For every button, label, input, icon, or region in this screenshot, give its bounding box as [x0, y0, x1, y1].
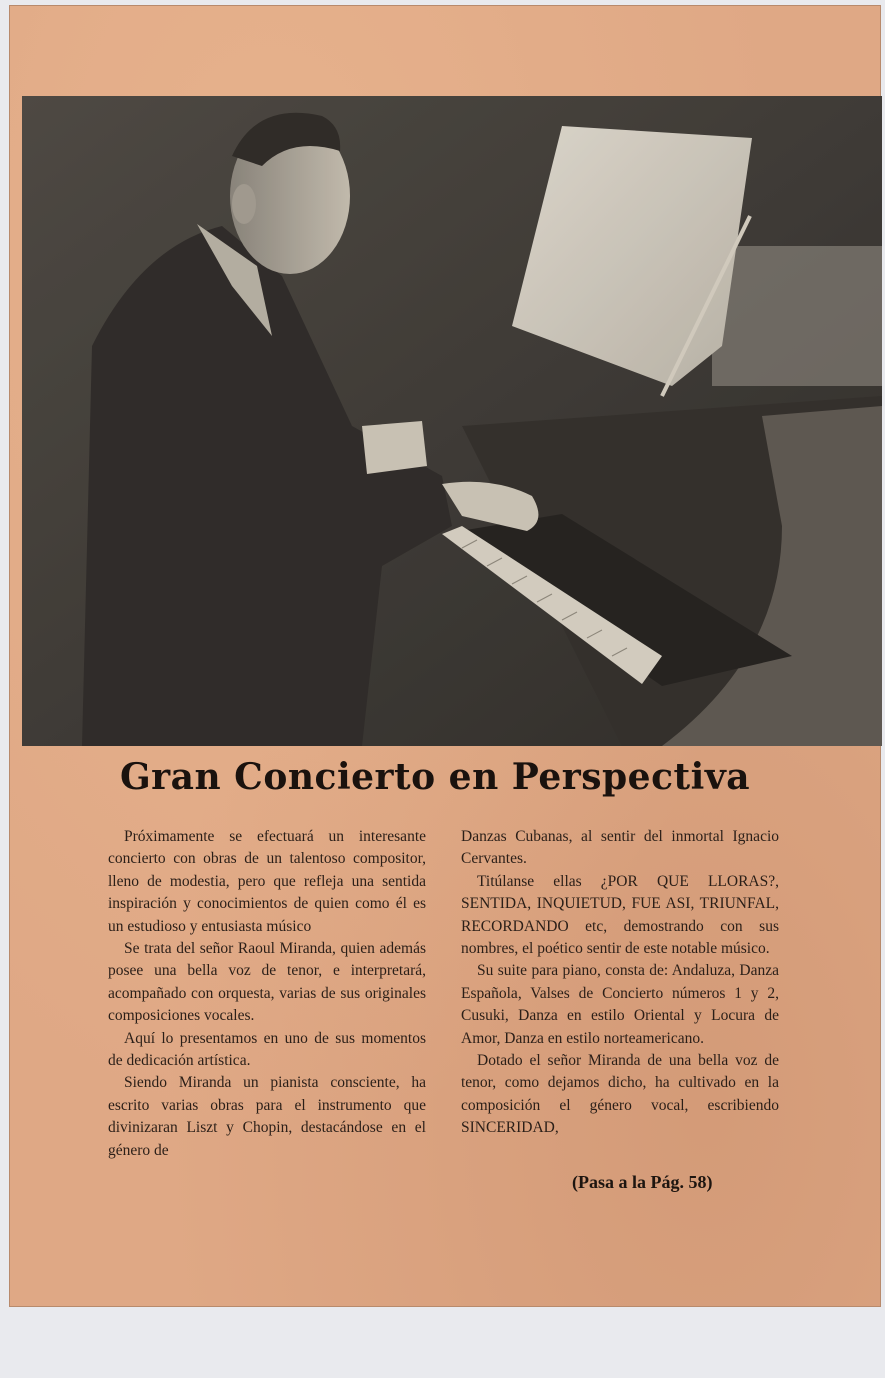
article-column-right [461, 826, 779, 1140]
paragraph: Su suite para piano, consta de: Andaluza, Danza Española, Valses de Concierto números 1 y 2, Cusuki, Danza en estilo Oriental y Locura de Amor, Danza en estilo norteamericano. [461, 962, 779, 1047]
paragraph: Se trata del señor Raoul Miranda, quien además posee una bella voz de tenor, e interpretará, acompañado con orquesta, varias de sus originales composiciones vocales. [108, 940, 426, 1025]
pianist-photo [22, 96, 882, 746]
paragraph: Próximamente se efectuará un interesante concierto con obras de un talentoso compositor, lleno de modestia, pero que refleja una sentida inspiración y conocimientos de quien como él es un estudioso y entusiasta músico [108, 828, 426, 935]
paragraph: Titúlanse ellas ¿POR QUE LLORAS?, SENTIDA, INQUIETUD, FUE ASI, TRIUNFAL, RECORDANDO etc, demostrando con sus nombres, el poético sentir de este notable músico. [461, 872, 779, 958]
paragraph: Dotado el señor Miranda de una bella voz de tenor, como dejamos dicho, ha cultivado en la composición el género vocal, escribiendo SINCERIDAD, [461, 1052, 779, 1137]
paragraph: Danzas Cubanas, al sentir del inmortal Ignacio Cervantes. [461, 828, 779, 868]
article-column-left [108, 826, 426, 1162]
headline: Gran Concierto en Perspectiva [119, 756, 751, 798]
paragraph: Siendo Miranda un pianista consciente, ha escrito varias obras para el instrumento que divinizaran Liszt y Chopin, destacándose en el género de [108, 1074, 426, 1159]
continuation-note: (Pasa a la Pág. 58) [572, 1172, 713, 1192]
paragraph: Aquí lo presentamos en uno de sus momentos de dedicación artística. [108, 1029, 426, 1070]
